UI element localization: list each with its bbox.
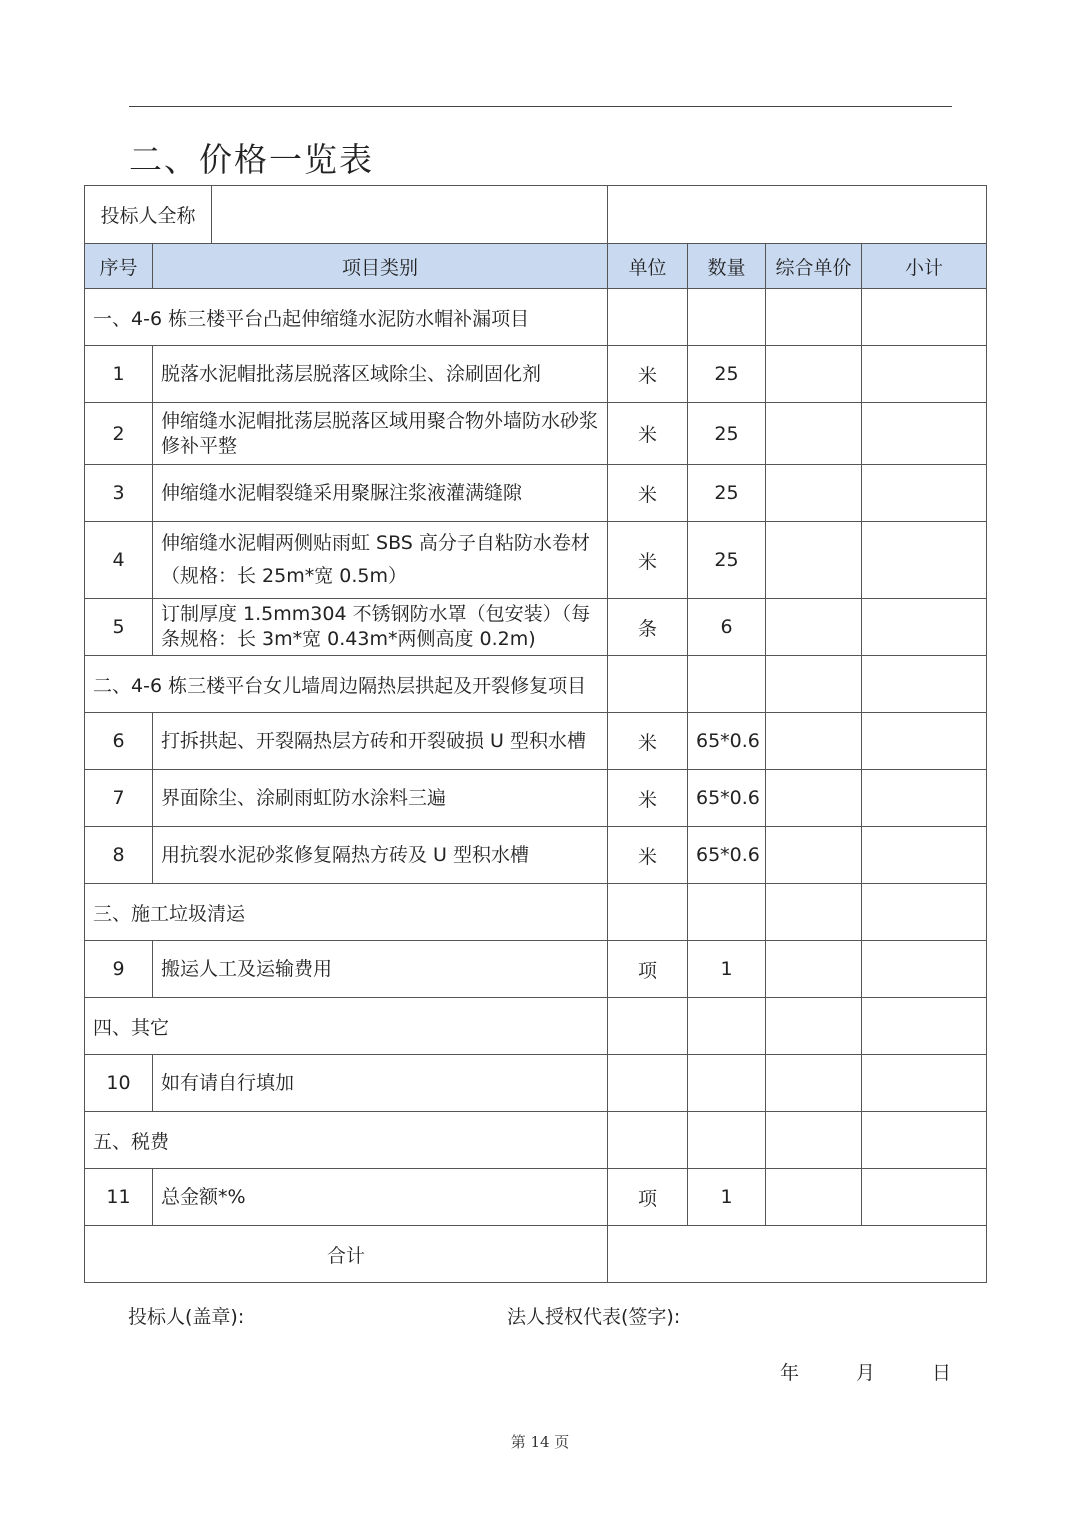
item-unit-price-input[interactable] (766, 827, 862, 884)
header-row (85, 244, 987, 289)
item-quantity: 6 (688, 599, 766, 656)
item-quantity: 1 (688, 941, 766, 998)
bidder-label: 投标人全称 (85, 186, 212, 243)
header-unit-price: 综合单价 (766, 244, 862, 289)
item-description-text: 伸缩缝水泥帽两侧贴雨虹 SBS 高分子自粘防水卷材 (161, 532, 590, 554)
item-description-text: 打拆拱起、开裂隔热层方砖和开裂破损 U 型积水槽 (161, 729, 586, 752)
bidder-name-field[interactable] (212, 186, 607, 243)
item-description-text: 搬运人工及运输费用 (161, 957, 333, 980)
header-subtotal: 小计 (862, 244, 987, 289)
item-description-text: 脱落水泥帽批荡层脱落区域除尘、涂刷固化剂 (161, 362, 542, 385)
item-quantity: 65*0.6 (688, 827, 766, 884)
item-quantity: 25 (688, 465, 766, 522)
section-unit-price-cell[interactable] (766, 1112, 862, 1169)
bidder-name-field-extension[interactable] (608, 186, 987, 244)
item-quantity: 25 (688, 346, 766, 403)
item-subtotal-input[interactable] (862, 770, 987, 827)
item-unit-price-input[interactable] (766, 941, 862, 998)
table-row (85, 403, 987, 465)
section-row (85, 1112, 987, 1169)
item-subtotal-input[interactable] (862, 713, 987, 770)
item-quantity: 65*0.6 (688, 770, 766, 827)
section-subtotal-cell[interactable] (862, 884, 987, 941)
item-description-text: 用抗裂水泥砂浆修复隔热方砖及 U 型积水槽 (161, 843, 529, 866)
section-unit-price-cell[interactable] (766, 998, 862, 1055)
table-row (85, 827, 987, 884)
item-unit: 米 (608, 827, 688, 884)
item-number: 4 (85, 522, 153, 599)
item-description (153, 522, 608, 599)
table-row (85, 1055, 987, 1112)
item-unit: 项 (608, 941, 688, 998)
item-number: 3 (85, 465, 153, 522)
item-description-text: 伸缩缝水泥帽裂缝采用聚脲注浆液灌满缝隙 (161, 481, 523, 504)
table-row (85, 465, 987, 522)
section-title: 四、其它 (85, 998, 608, 1055)
header-qty: 数量 (688, 244, 766, 289)
item-description (153, 599, 608, 656)
item-description (153, 941, 608, 998)
section-unit-price-cell[interactable] (766, 656, 862, 713)
date-month: 月 (856, 1362, 876, 1384)
item-quantity: 65*0.6 (688, 713, 766, 770)
item-number: 1 (85, 346, 153, 403)
section-qty-cell (688, 1112, 766, 1169)
section-qty-cell (688, 289, 766, 346)
item-subtotal-input[interactable] (862, 1055, 987, 1112)
section-unit-cell (608, 998, 688, 1055)
bidder-seal-label: 投标人(盖章): (128, 1306, 245, 1328)
item-number: 8 (85, 827, 153, 884)
total-row (85, 1226, 987, 1283)
section-subtotal-cell[interactable] (862, 289, 987, 346)
item-description (153, 713, 608, 770)
item-subtotal-input[interactable] (862, 599, 987, 656)
item-unit-price-input[interactable] (766, 713, 862, 770)
item-unit: 米 (608, 522, 688, 599)
table-row (85, 770, 987, 827)
item-number: 11 (85, 1169, 153, 1226)
section-row (85, 656, 987, 713)
item-unit-price-input[interactable] (766, 1055, 862, 1112)
item-description (153, 1055, 608, 1112)
item-description (153, 465, 608, 522)
item-quantity: 25 (688, 403, 766, 465)
item-number: 10 (85, 1055, 153, 1112)
item-number: 2 (85, 403, 153, 465)
item-subtotal-input[interactable] (862, 346, 987, 403)
section-unit-cell (608, 884, 688, 941)
section-title: 二、4-6 栋三楼平台女儿墙周边隔热层拱起及开裂修复项目 (85, 656, 608, 713)
item-unit-price-input[interactable] (766, 465, 862, 522)
item-unit: 条 (608, 599, 688, 656)
item-number: 7 (85, 770, 153, 827)
section-title: 五、税费 (85, 1112, 608, 1169)
item-unit: 项 (608, 1169, 688, 1226)
section-unit-cell (608, 656, 688, 713)
item-subtotal-input[interactable] (862, 465, 987, 522)
section-unit-cell (608, 1112, 688, 1169)
item-subtotal-input[interactable] (862, 403, 987, 465)
item-number: 9 (85, 941, 153, 998)
header-item: 项目类别 (153, 244, 608, 289)
item-description-text: 订制厚度 1.5mm304 不锈钢防水罩（包安装）（每条规格：长 3m*宽 0.43m*两侧高度 0.2m) (161, 603, 591, 650)
total-amount-input[interactable] (608, 1226, 987, 1283)
item-unit: 米 (608, 713, 688, 770)
header-rule (129, 106, 952, 107)
item-subtotal-input[interactable] (862, 522, 987, 599)
table-row (85, 522, 987, 599)
item-unit-price-input[interactable] (766, 770, 862, 827)
item-subtotal-input[interactable] (862, 941, 987, 998)
item-description (153, 770, 608, 827)
legal-rep-signature-label: 法人授权代表(签字): (507, 1306, 681, 1328)
section-row (85, 998, 987, 1055)
table-row (85, 346, 987, 403)
section-qty-cell (688, 998, 766, 1055)
item-unit-price-input[interactable] (766, 346, 862, 403)
item-number: 6 (85, 713, 153, 770)
table-row (85, 599, 987, 656)
item-description (153, 827, 608, 884)
item-description (153, 1169, 608, 1226)
item-subtotal-input[interactable] (862, 827, 987, 884)
item-unit-price-input[interactable] (766, 522, 862, 599)
date-day: 日 (932, 1362, 952, 1384)
item-description-text: 伸缩缝水泥帽批荡层脱落区域用聚合物外墙防水砂浆修补平整 (161, 409, 599, 457)
page-title: 二、价格一览表 (129, 140, 374, 179)
header-no: 序号 (85, 244, 153, 289)
section-subtotal-cell[interactable] (862, 998, 987, 1055)
date-year: 年 (780, 1362, 800, 1384)
item-unit (608, 1055, 688, 1112)
section-subtotal-cell[interactable] (862, 1112, 987, 1169)
item-unit-price-input[interactable] (766, 403, 862, 465)
header-unit: 单位 (608, 244, 688, 289)
price-table-body (85, 186, 987, 1283)
item-unit: 米 (608, 770, 688, 827)
item-description (153, 403, 608, 465)
total-label: 合计 (85, 1226, 608, 1283)
section-title: 三、施工垃圾清运 (85, 884, 608, 941)
item-description (153, 346, 608, 403)
item-quantity: 1 (688, 1169, 766, 1226)
section-qty-cell (688, 656, 766, 713)
item-description-text: 如有请自行填加 (161, 1071, 295, 1094)
item-number: 5 (85, 599, 153, 656)
item-unit-price-input[interactable] (766, 599, 862, 656)
section-unit-cell (608, 289, 688, 346)
item-unit: 米 (608, 403, 688, 465)
bidder-row (85, 186, 987, 244)
item-description-text: 总金额*% (161, 1185, 246, 1208)
item-subtotal-input[interactable] (862, 1169, 987, 1226)
section-qty-cell (688, 884, 766, 941)
item-unit: 米 (608, 465, 688, 522)
table-row (85, 713, 987, 770)
section-row (85, 884, 987, 941)
page-number: 第 14 页 (510, 1433, 570, 1451)
item-quantity: 25 (688, 522, 766, 599)
section-unit-price-cell[interactable] (766, 884, 862, 941)
item-spec-note: （规格：长 25m*宽 0.5m） (161, 565, 407, 587)
item-description-text: 界面除尘、涂刷雨虹防水涂料三遍 (161, 786, 447, 809)
table-row (85, 941, 987, 998)
section-title: 一、4-6 栋三楼平台凸起伸缩缝水泥防水帽补漏项目 (85, 289, 608, 346)
item-quantity (688, 1055, 766, 1112)
price-table (84, 185, 987, 1283)
item-unit: 米 (608, 346, 688, 403)
section-subtotal-cell[interactable] (862, 656, 987, 713)
section-row (85, 289, 987, 346)
table-row (85, 1169, 987, 1226)
section-unit-price-cell[interactable] (766, 289, 862, 346)
item-unit-price-input[interactable] (766, 1169, 862, 1226)
